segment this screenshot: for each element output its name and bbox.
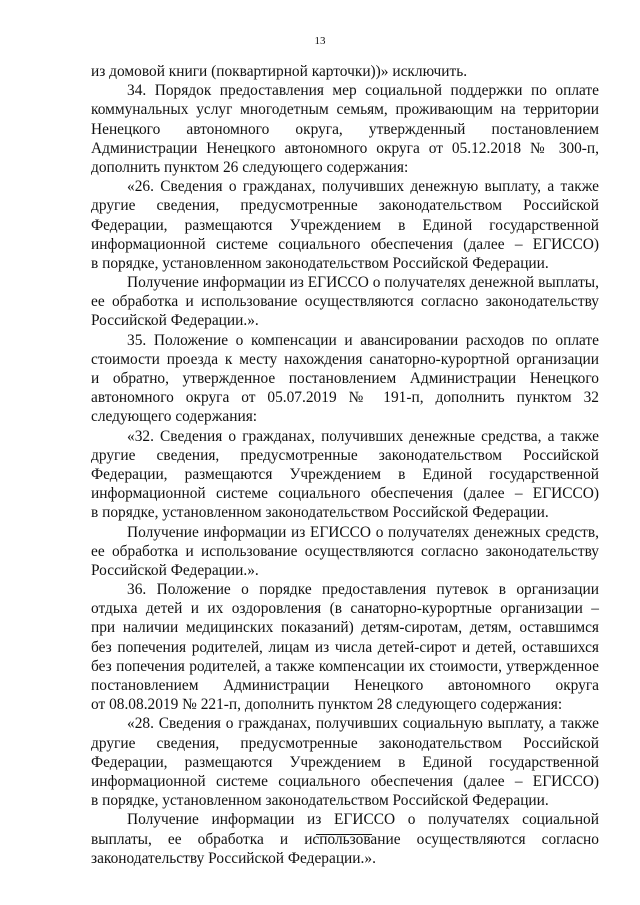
- text-line: информационной системе социального обеспечения (далее – ЕГИССО): [91, 772, 599, 790]
- text-line: дополнить пунктом 26 следующего содержания:: [91, 158, 409, 176]
- text-line: 35. Положение о компенсации и авансировании расходов по оплате: [127, 331, 599, 349]
- text-line: другие сведения, предусмотренные законодательством Российской: [91, 197, 599, 215]
- text-line: Ненецкого автономного округа, утвержденный постановлением: [91, 120, 599, 138]
- text-line: Федерации, размещаются Учреждением в Единой государственной: [91, 216, 599, 234]
- text-line: «28. Сведения о гражданах, получивших социальную выплату, а также: [127, 715, 599, 733]
- text-line: при наличии медицинских показаний) детям-сиротам, детям, оставшимся: [91, 619, 599, 637]
- text-line: Российской Федерации.».: [91, 312, 259, 330]
- text-line: Получение информации из ЕГИССО о получателях денежной выплаты,: [127, 274, 599, 292]
- text-line: в порядке, установленном законодательством Российской Федерации.: [91, 254, 549, 272]
- text-line: постановлением Администрации Ненецкого автономного округа: [91, 677, 599, 694]
- text-line: коммунальных услуг многодетным семьям, проживающим на территории: [91, 101, 599, 119]
- text-line: ее обработка и использование осуществляются согласно законодательству: [91, 293, 599, 311]
- text-line: Получение информации из ЕГИССО о получателях социальной: [127, 811, 599, 829]
- text-line: автономного округа от 05.07.2019 № 191-п, дополнить пунктом 32: [91, 389, 599, 407]
- text-line: Администрации Ненецкого автономного округа от 05.12.2018 № 300-п,: [91, 139, 599, 157]
- text-line: из домовой книги (поквартирной карточки))» исключить.: [91, 63, 468, 80]
- text-line: 36. Положение о порядке предоставления путевок в организации: [127, 581, 599, 599]
- text-line: Российской Федерации.».: [91, 561, 259, 579]
- text-line: ее обработка и использование осуществляются согласно законодательству: [91, 542, 599, 560]
- text-line: без попечения родителей, а также компенсации их стоимости, утвержденное: [91, 657, 599, 675]
- text-line: законодательству Российской Федерации.».: [91, 849, 376, 867]
- text-line: Федерации, размещаются Учреждением в Единой государственной: [91, 465, 599, 483]
- text-line: стоимости проезда к месту нахождения санаторно-курортной организации: [91, 350, 599, 368]
- text-line: информационной системе социального обеспечения (далее – ЕГИССО): [91, 485, 599, 503]
- text-line: в порядке, установленном законодательством Российской Федерации.: [91, 504, 549, 522]
- text-line: в порядке, установленном законодательством Российской Федерации.: [91, 792, 549, 810]
- text-line: Получение информации из ЕГИССО о получателях денежных средств,: [127, 523, 599, 541]
- end-separator-line: [316, 834, 372, 835]
- text-line: «32. Сведения о гражданах, получивших денежные средства, а также: [127, 427, 599, 445]
- text-line: следующего содержания:: [91, 408, 258, 426]
- text-line: без попечения родителей, лицам из числа детей-сирот и детей, оставшихся: [91, 638, 599, 656]
- text-line: отдыха детей и их оздоровления (в санаторно-курортные организации –: [91, 600, 599, 618]
- text-line: и обратно, утвержденное постановлением Администрации Ненецкого: [91, 370, 599, 387]
- text-line: информационной системе социального обеспечения (далее – ЕГИССО): [91, 235, 599, 253]
- text-line: другие сведения, предусмотренные законодательством Российской: [91, 734, 599, 752]
- text-line: выплаты, ее обработка и использование осуществляются согласно: [91, 830, 599, 848]
- text-line: от 08.08.2019 № 221-п, дополнить пунктом 28 следующего содержания:: [91, 696, 563, 714]
- page-number: 13: [314, 35, 326, 47]
- text-line: другие сведения, предусмотренные законодательством Российской: [91, 446, 599, 464]
- document-body: [91, 62, 599, 868]
- text-line: Федерации, размещаются Учреждением в Единой государственной: [91, 753, 599, 771]
- text-line: 34. Порядок предоставления мер социальной поддержки по оплате: [127, 82, 599, 100]
- text-line: «26. Сведения о гражданах, получивших денежную выплату, а также: [127, 178, 599, 196]
